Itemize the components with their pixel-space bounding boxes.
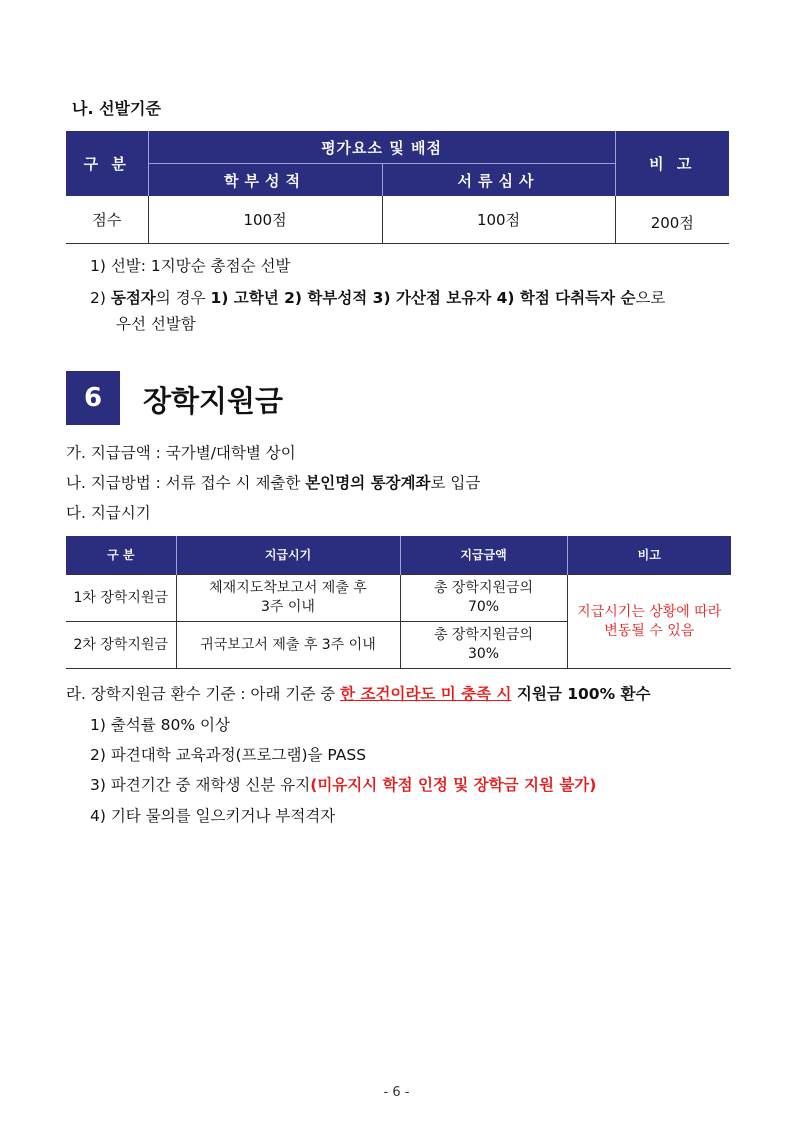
section-number-badge: 6: [66, 371, 120, 425]
score-total: 200점: [615, 196, 729, 244]
col-header-amount: 지급금액: [400, 536, 567, 575]
note-tie-suffix: 으로: [635, 289, 666, 307]
scholarship-table: [66, 536, 731, 669]
col-header-remark: 비고: [567, 536, 731, 575]
col-header-grades: 학부성적: [148, 164, 382, 197]
refund-item-2: 2) 파견대학 교육과정(프로그램)을 PASS: [90, 746, 367, 764]
line-payment-timing: 다. 지급시기: [66, 504, 151, 522]
row-timing-line2: 3주 이내: [261, 599, 315, 615]
line-refund-criteria: [66, 682, 650, 704]
remark-cell: [567, 575, 731, 669]
col-header-remark: 비 고: [615, 131, 729, 196]
line-amount: 가. 지급금액 : 국가별/대학별 상이: [66, 444, 296, 462]
score-documents: 100점: [382, 196, 615, 244]
selection-criteria-table: [66, 131, 729, 244]
refund-item-3-warning: (미유지시 학점 인정 및 장학금 지원 불가): [310, 776, 597, 794]
remark-line2: 변동될 수 있음: [604, 622, 695, 639]
note-tie-mid: 의 경우: [155, 289, 211, 307]
refund-item-3-text: 3) 파견기간 중 재학생 신분 유지: [90, 776, 311, 794]
row-timing: 귀국보고서 제출 후 3주 이내: [176, 622, 400, 669]
note-tie-rule: [90, 286, 730, 308]
section-title: 장학지원금: [143, 384, 284, 418]
col-header-category: 구 분: [66, 536, 176, 575]
col-header-timing: 지급시기: [176, 536, 400, 575]
col-header-category: 구 분: [66, 131, 148, 196]
payment-method-account: 본인명의 통장계좌: [305, 474, 431, 492]
row-amount-line2: 70%: [467, 599, 500, 615]
row-amount: [400, 575, 567, 622]
row-timing: [176, 575, 400, 622]
refund-item-4: 4) 기타 물의를 일으키거나 부적격자: [90, 807, 336, 825]
refund-amount: 지원금 100% 환수: [511, 685, 651, 703]
row-amount-line1: 총 장학지원금의: [433, 580, 534, 596]
table-row: [66, 575, 731, 622]
row-label: 2차 장학지원금: [66, 622, 176, 669]
sub-heading-selection-criteria: 나. 선발기준: [72, 99, 161, 118]
payment-method-text: 나. 지급방법 : 서류 접수 시 제출한: [66, 474, 306, 492]
line-payment-method: [66, 471, 480, 493]
row-amount-line2: 30%: [467, 646, 500, 662]
page-number: - 6 -: [383, 1085, 410, 1100]
row-timing-line1: 체재지도착보고서 제출 후: [209, 580, 367, 596]
note-tie-order: 1) 고학년 2) 학부성적 3) 가산점 보유자 4) 학점 다취득자 순: [210, 289, 636, 307]
refund-text: 라. 장학지원금 환수 기준 : 아래 기준 중: [66, 685, 341, 703]
note-tie-prefix: 2): [90, 289, 111, 307]
refund-item-3: [90, 773, 596, 795]
col-header-documents: 서류심사: [382, 164, 615, 197]
note-tie-term: 동점자: [110, 289, 156, 307]
score-grades: 100점: [148, 196, 382, 244]
refund-item-1: 1) 출석률 80% 이상: [90, 716, 231, 734]
row-amount-line1: 총 장학지원금의: [433, 627, 534, 643]
note-selection-rule: 1) 선발: 1지망순 총점순 선발: [90, 257, 291, 275]
row-label: 1차 장학지원금: [66, 575, 176, 622]
note-tie-rule-cont: 우선 선발함: [116, 315, 196, 333]
col-header-evaluation: 평가요소 및 배점: [148, 131, 615, 164]
refund-condition: 한 조건이라도 미 충족 시: [340, 685, 512, 703]
row-label-score: 점수: [66, 196, 148, 244]
row-amount: [400, 622, 567, 669]
remark-line1: 지급시기는 상황에 따라: [577, 603, 722, 620]
payment-method-suffix: 로 입금: [430, 474, 481, 492]
